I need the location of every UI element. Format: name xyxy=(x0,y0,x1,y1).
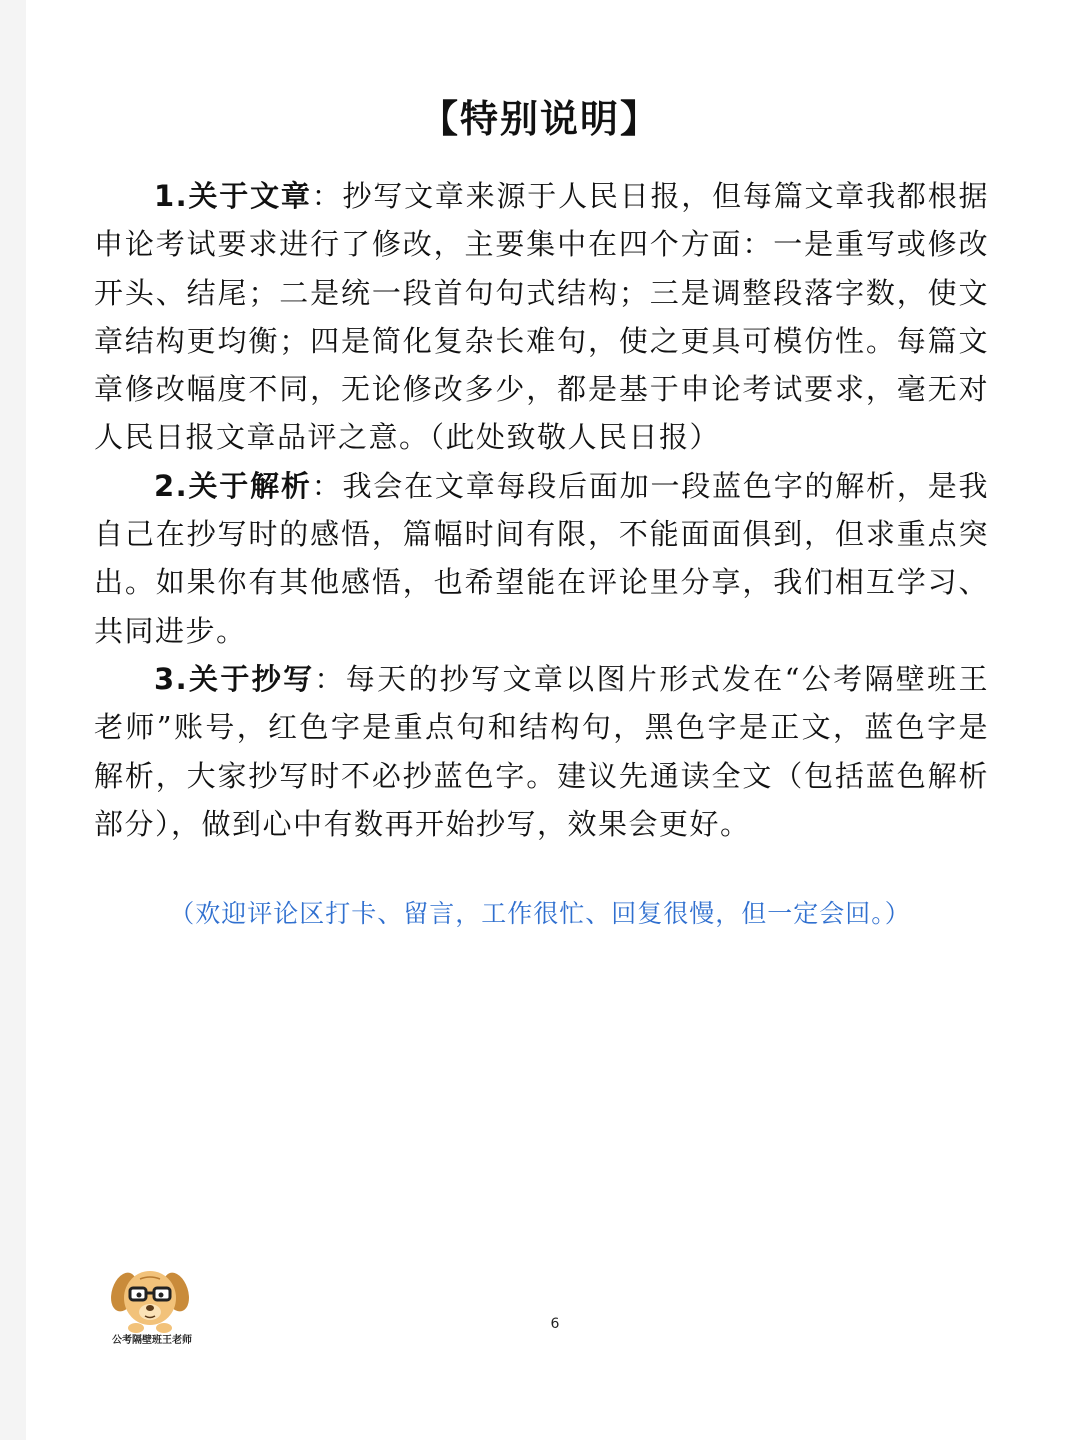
body-text xyxy=(94,172,989,848)
page-edge xyxy=(0,0,26,1440)
section-heading: 3.关于抄写 xyxy=(154,661,315,696)
comment-note: （欢迎评论区打卡、留言，工作很忙、回复很慢，但一定会回。） xyxy=(169,899,911,928)
section-heading: 1.关于文章 xyxy=(154,179,312,213)
page-title: 【特别说明】 xyxy=(419,97,660,141)
page-number: 6 xyxy=(550,1316,560,1332)
section-copying xyxy=(94,655,989,848)
section-articles xyxy=(94,172,989,462)
logo-caption: 公考隔壁班王老师 xyxy=(112,1335,192,1346)
section-text: ：抄写文章来源于人民日报，但每篇文章我都根据申论考试要求进行了修改，主要集中在四个方面：一是重写或修改开头、结尾；二是统一段首句句式结构；三是调整段落字数，使文章结构更均衡；四是简化复杂长难句，使之更具可模仿性。每篇文章修改幅度不同，无论修改多少，都是基于申论考试要求，毫无对人民日报文章品评之意。（此处致敬人民日报） xyxy=(94,179,989,455)
section-text: ：每天的抄写文章以图片形式发在“公考隔壁班王老师”账号，红色字是重点句和结构句，黑色字是正文，蓝色字是解析，大家抄写时不必抄蓝色字。建议先通读全文（包括蓝色解析部分），做到心中有数再开始抄写，效果会更好。 xyxy=(94,661,989,841)
puppy-with-glasses-icon xyxy=(110,1262,190,1334)
section-text: ：我会在文章每段后面加一段蓝色字的解析，是我自己在抄写时的感悟，篇幅时间有限，不能面面俱到，但求重点突出。如果你有其他感悟，也希望能在评论里分享，我们相互学习、共同进步。 xyxy=(94,468,989,648)
section-heading: 2.关于解析 xyxy=(154,468,312,503)
section-analysis xyxy=(94,462,989,655)
